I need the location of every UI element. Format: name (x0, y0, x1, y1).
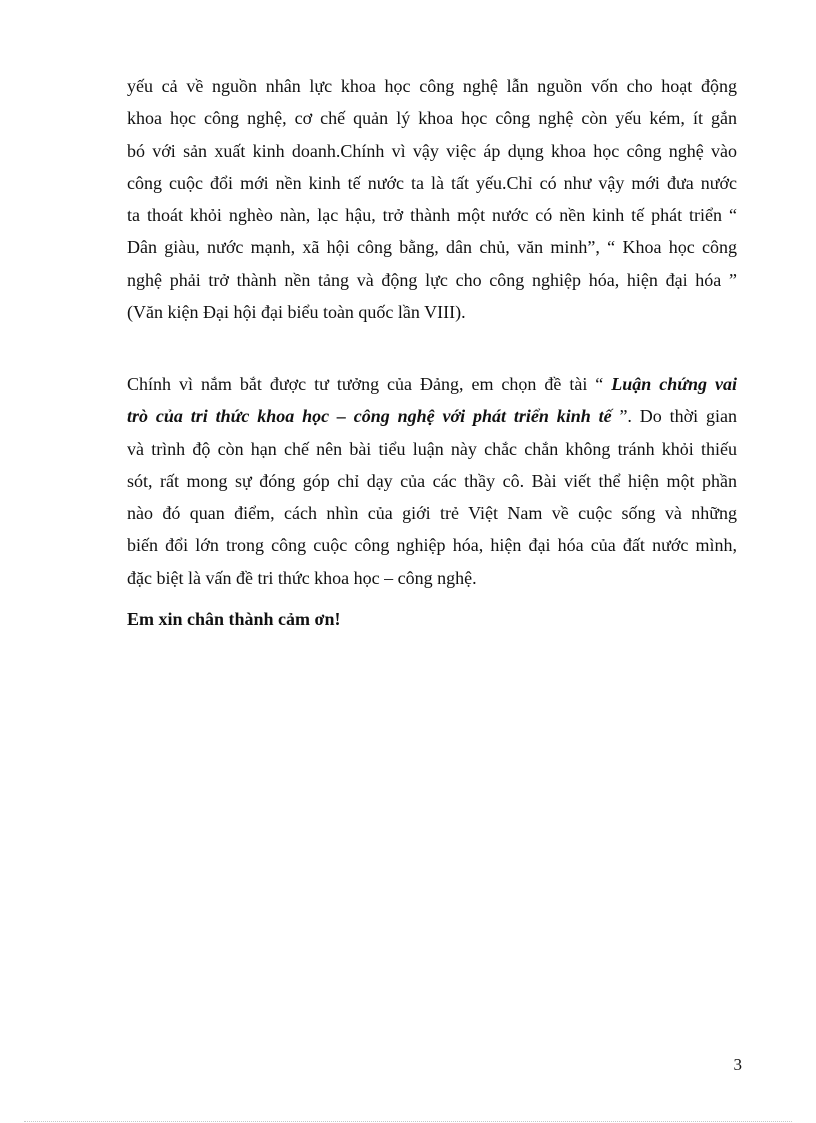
text-line (127, 368, 737, 400)
text-line: yếu cả về nguồn nhân lực khoa học công nghệ lẫn nguồn vốn cho hoạt động (127, 76, 737, 96)
text-run: ”. Do thời gian (611, 406, 738, 427)
text-line: nào đó quan điểm, cách nhìn của giới trẻ Việt Nam về cuộc sống và những (127, 503, 737, 524)
text-line: sót, rất mong sự đóng góp chỉ dạy của các thầy cô. Bài viết thể hiện một phần (127, 470, 737, 491)
text-line: và trình độ còn hạn chế nên bài tiểu luận này chắc chắn không tránh khỏi thiếu (127, 438, 737, 459)
text-line: khoa học công nghệ, cơ chế quản lý khoa học công nghệ còn yếu kém, ít gắn (127, 108, 737, 129)
text-line: nghệ phải trở thành nền tảng và động lực cho công nghiệp hóa, hiện đại hóa ” (127, 269, 737, 290)
text-line: bó với sản xuất kinh doanh.Chính vì vậy việc áp dụng khoa học công nghệ vào (127, 140, 737, 161)
footer-divider (24, 1121, 792, 1122)
body-paragraph-1 (127, 70, 737, 328)
essay-title-part-1: Luận chứng vai (611, 374, 737, 394)
closing-line (127, 603, 737, 635)
text-line: công cuộc đổi mới nền kinh tế nước ta là tất yếu.Chỉ có như vậy mới đưa nước (127, 172, 737, 193)
text-line: (Văn kiện Đại hội đại biểu toàn quốc lần VIII). (127, 302, 466, 323)
body-paragraph-2 (127, 368, 737, 594)
text-line: biến đổi lớn trong công cuộc công nghiệp hóa, hiện đại hóa của đất nước mình, (127, 535, 737, 556)
text-line: Dân giàu, nước mạnh, xã hội công bằng, dân chủ, văn minh”, “ Khoa học công (127, 237, 737, 258)
closing-text: Em xin chân thành cảm ơn! (127, 609, 341, 629)
text-line (127, 400, 737, 432)
essay-title-part-2: trò của tri thức khoa học – công nghệ với phát triển kinh tế (127, 406, 612, 427)
text-line: đặc biệt là vấn đề tri thức khoa học – công nghệ. (127, 567, 477, 588)
page-number: 3 (733, 1055, 742, 1074)
text-run: Chính vì nắm bắt được tư tưởng của Đảng, em chọn đề tài “ (127, 374, 612, 394)
text-line: ta thoát khỏi nghèo nàn, lạc hậu, trở thành một nước có nền kinh tế phát triển “ (127, 205, 737, 226)
